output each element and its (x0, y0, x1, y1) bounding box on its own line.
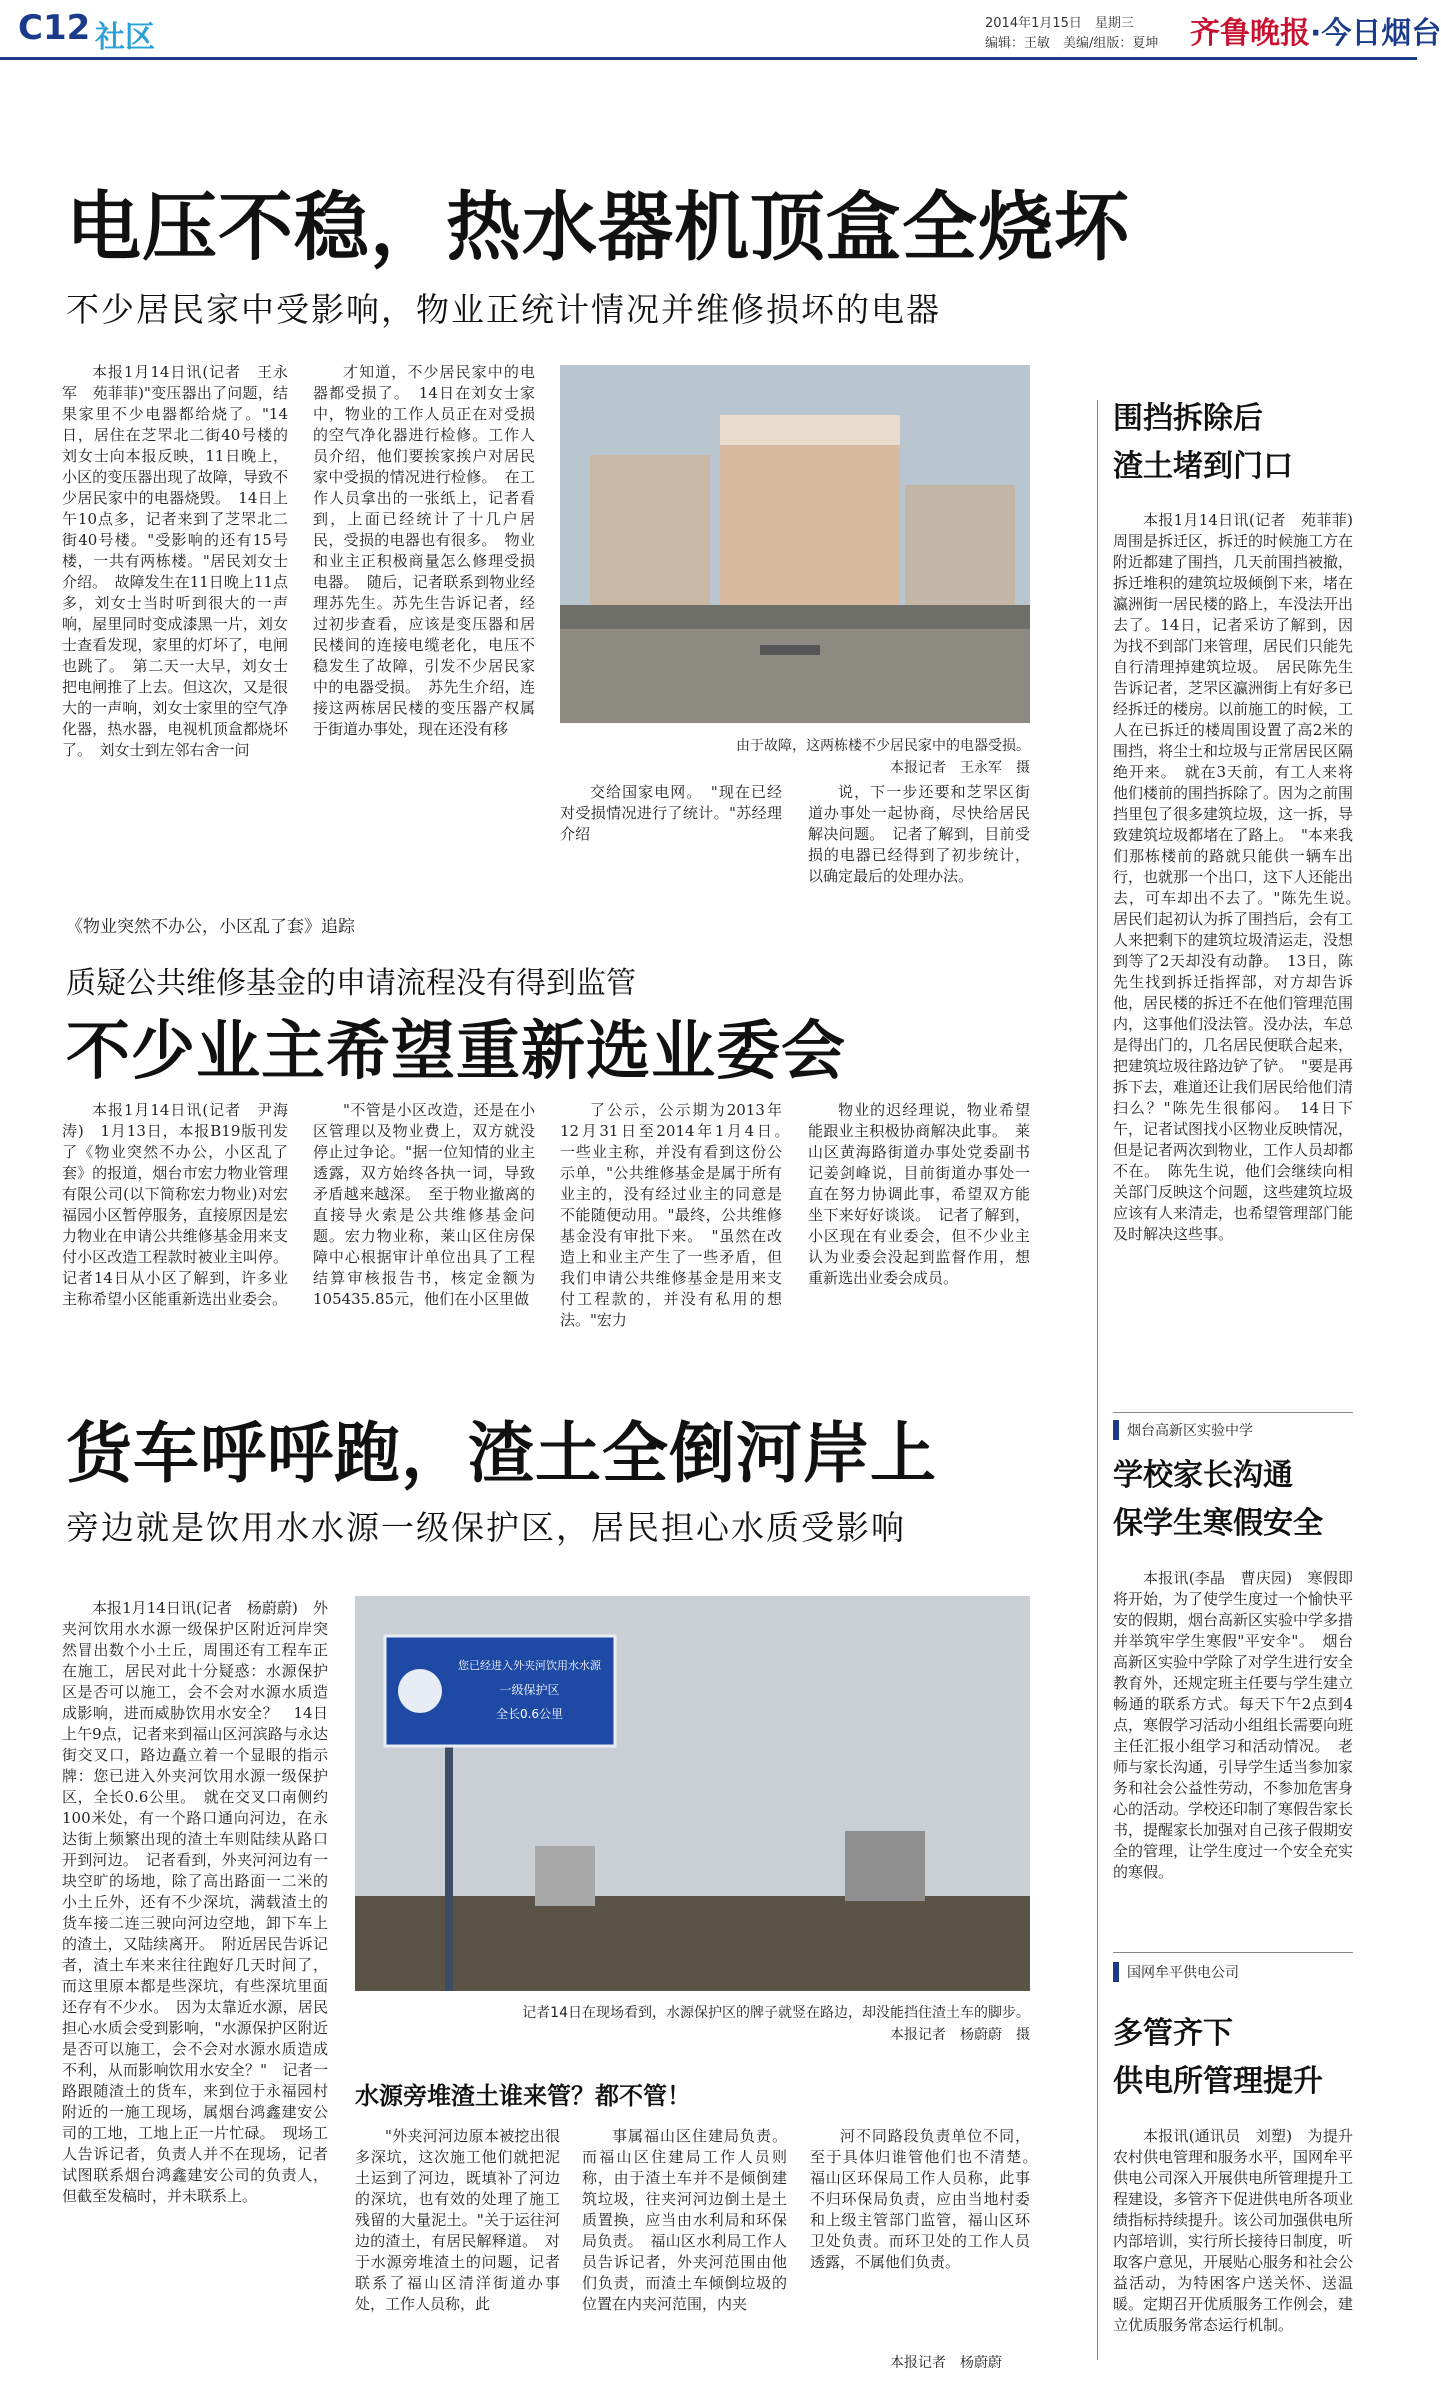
side2-rule (1113, 1412, 1353, 1413)
sign-line-3: 全长0.6公里 (495, 1707, 564, 1721)
story1-col1-text: 本报1月14日讯(记者 王永军 苑菲菲)"变压器出了问题，结果家里不少电器都给烧了。"14日，居住在芝罘北二街40号楼的刘女士向本报反映，11日晚上，小区的变压器出现了故障，导致不少居民家中的电器烧毁。 14日上午10点多，记者来到了芝罘北二街40号楼。"受影响的还有15号楼，一共有两栋楼。"居民刘女士介绍。 故障发生在11日晚上11点多，刘女士当时听到很大的一声响，屋里同时变成漆黑一片，刘女士查看发现，家里的灯坏了，电闸也跳了。 第二天一大早，刘女士把电闸推了上去。但这次，又是很大的一声响，刘女士家里的空气净化器，热水器，电视机顶盒都烧坏了。 刘女士到左邻右舍一问 (62, 363, 288, 759)
side2-body-text: 本报讯(李晶 曹庆园) 寒假即将开始，为了使学生度过一个愉快平安的假期，烟台高新区实验中学多措并举筑牢学生寒假"平安伞"。 烟台高新区实验中学除了对学生进行安全教育外，还规定班主任要与学生建立畅通的联系方式。每天下午2点到4点，寒假学习活动小组组长需要向班主任汇报小组学习和活动情况。 老师与家长沟通，引导学生适当参加家务和社会公益性劳动，不参加危害身心的活动。学校还印制了寒假告家长书，提醒家长加强对自己孩子假期安全的管理，让学生度过一个安全充实的寒假。 (1113, 1569, 1354, 1881)
story2-followup-tag: 《物业突然不办公，小区乱了套》追踪 (66, 917, 355, 937)
story2-col2-text: "不管是小区改造，还是在小区管理以及物业费上，双方就没停止过争论。"据一位知情的业主透露，双方始终各执一词，导致矛盾越来越深。 至于物业撤离的直接导火索是公共维修基金问题。宏力物业称，莱山区住房保障中心根据审计单位出具了工程结算审核报告书，核定金额为105435.85元，他们在小区里做 (313, 1101, 535, 1308)
side3-tag: 国网牟平供电公司 (1113, 1962, 1239, 1982)
story1-column-2 (313, 362, 535, 844)
story2-column-4 (808, 1100, 1030, 1320)
story3-subsection-byline: 本报记者 杨蔚蔚 (890, 2355, 1002, 2371)
sign-text (447, 1654, 612, 1726)
story3-headline: 货车呼呼跑，渣土全倒河岸上 (66, 1415, 937, 1492)
side2-title-line2: 保学生寒假安全 (1113, 1506, 1323, 1541)
story3-photo-credit: 本报记者 杨蔚蔚 摄 (890, 2027, 1030, 2043)
page-number: C12 (18, 8, 91, 48)
story3-column-1 (62, 1598, 328, 2373)
side2-title (1113, 1452, 1323, 1548)
side3-body (1113, 2126, 1353, 2366)
story2-col4-text: 物业的迟经理说，物业希望能跟业主积极协商解决此事。 莱山区黄海路街道办事处党委副书记姜剑峰说，目前街道办事处一直在努力协调此事，希望双方能坐下来好好谈谈。 记者了解到，小区现在有业委会，但不少业主认为业委会没起到监督作用，想重新选出业委会成员。 (808, 1101, 1030, 1287)
story3-col1-text: 本报1月14日讯(记者 杨蔚蔚) 外夹河饮用水水源一级保护区附近河岸突然冒出数个小土丘，周围还有工程车正在施工，居民对此十分疑惑：水源保护区是否可以施工，会不会对水源水质造成影响，进而威胁饮用水安全？ 14日上午9点，记者来到福山区河滨路与永达街交叉口，路边矗立着一个显眼的指示牌：您已进入外夹河饮用水源一级保护区，全长0.6公里。 就在交叉口南侧约100米处，有一个路口通向河边，在永达街上频繁出现的渣土车则陆续从路口开到河边。 记者看到，外夹河河边有一块空旷的场地，除了高出路面一二米的小土丘外，还有不少深坑，满载渣土的货车接二连三驶向河边空地，卸下车上的渣土，又陆续离开。 附近居民告诉记者，渣土车来来往往跑好几天时间了，而这里原本都是些深坑，有些深坑里面还存有不少水。 因为太靠近水源，居民担心水质会受到影响，"水源保护区附近是否可以施工，会不会对水源水质造成不利，从而影响饮用水安全？" 记者一路跟随渣土的货车，来到位于永福园村附近的一施工现场，属烟台鸿鑫建安公司的工地，工地上正一片忙碌。 现场工人告诉记者，负责人并不在现场，记者试图联系烟台鸿鑫建安公司的负责人，但截至发稿时，并未联系上。 (62, 1599, 328, 2205)
masthead-logo (1190, 8, 1441, 52)
side1-body-text: 本报1月14日讯(记者 苑菲菲) 周围是拆迁区，拆迁的时候施工方在附近都建了围挡，几天前围挡被撤，拆迁堆积的建筑垃圾倾倒下来，堵在瀛洲街一居民楼的路上，车没法开出去了。14日，记者采访了解到，因为找不到部门来管理，居民们只能先自行清理掉建筑垃圾。 居民陈先生告诉记者，芝罘区瀛洲街上有好多已经拆迁的楼房。以前施工的时候，工人在已拆迁的楼周围设置了高2米的围挡，将尘土和垃圾与正常居民区隔绝开来。 就在3天前，有工人来将他们楼前的围挡拆除了。因为之前围挡里包了很多建筑垃圾，这一拆，导致建筑垃圾都堵在了路上。 "本来我们那栋楼前的路就只能供一辆车出行，也就那一个出口，这下人还能出去，可车却出不去了。"陈先生说。 居民们起初认为拆了围挡后，会有工人来把剩下的建筑垃圾清运走，没想到等了2天却没有动静。 13日，陈先生找到拆迁指挥部，对方却告诉他，居民楼的拆迁不在他们管理范围内，这事他们没法管。没办法，车总是得出门的，几名居民便联合起来，把建筑垃圾往路边铲了铲。 "要是再拆下去，难道还让我们居民给他们清扫么？"陈先生很郁闷。 14日下午，记者试图找小区物业反映情况，但是记者两次到物业，工作人员却都不在。 陈先生说，他们会继续向相关部门反映这个问题，这些建筑垃圾应该有人来清走，也希望管理部门能及时解决这些事。 (1113, 511, 1369, 1243)
side1-title-line2: 渣土堵到门口 (1113, 449, 1293, 484)
story1-photo-buildings (560, 365, 1030, 723)
apartment-buildings-image (560, 365, 1030, 723)
story2-column-2 (313, 1100, 535, 1320)
story2-kicker: 质疑公共维修基金的申请流程没有得到监管 (66, 966, 636, 1001)
story1-column-4 (808, 782, 1030, 885)
side1-body (1113, 510, 1369, 1370)
story2-col1-text: 本报1月14日讯(记者 尹海涛) 1月13日，本报B19版刊发了《物业突然不办公，小区乱了套》的报道，烟台市宏力物业管理有限公司(以下简称宏力物业)对宏福园小区暂停服务，直接原因是宏力物业在申请公共维修基金用来支付小区改造工程款时被业主叫停。记者14日从小区了解到，许多业主称希望小区能重新选出业委会。 (62, 1101, 288, 1308)
story3-subsection-column-1 (355, 2126, 560, 2366)
story1-subheadline: 不少居民家中受影响，物业正统计情况并维修损坏的电器 (66, 290, 941, 329)
section-name: 社区 (95, 20, 155, 55)
side2-body (1113, 1568, 1353, 1908)
side3-title-line2: 供电所管理提升 (1113, 2064, 1323, 2099)
story3-subsection-title: 水源旁堆渣土谁来管？都不管！ (355, 2082, 691, 2110)
story1-headline: 电压不稳，热水器机顶盒全烧坏 (66, 183, 1131, 271)
story2-headline: 不少业主希望重新选业委会 (66, 1015, 846, 1089)
story1-photo-credit: 本报记者 王永军 摄 (890, 760, 1030, 776)
story1-column-3 (560, 782, 782, 844)
story1-photo-caption: 由于故障，这两栋楼不少居民家中的电器受损。 (736, 738, 1030, 754)
side3-title-line1: 多管齐下 (1113, 2016, 1233, 2051)
side2-title-line1: 学校家长沟通 (1113, 1458, 1293, 1493)
story1-col2-text: 才知道，不少居民家中的电器都受损了。 14日在刘女士家中，物业的工作人员正在对受损的空气净化器进行检修。工作人员介绍，他们要挨家挨户对居民家中受损的情况进行检修。 在工作人员拿出的一张纸上，记者看到，上面已经统计了十几户居民，受损的电器也有很多。 物业和业主正积极商量怎么修理受损电器。 随后，记者联系到物业经理苏先生。苏先生告诉记者，经过初步查看，应该是变压器和居民楼间的连接电缆老化，电压不稳发生了故障，引发不少居民家中的电器受损。 苏先生介绍，连接这两栋居民楼的变压器产权属于街道办事处，现在还没有移 (313, 363, 535, 738)
page-header (0, 0, 1441, 60)
story1-col4-text: 说，下一步还要和芝罘区街道办事处一起协商，尽快给居民解决问题。 记者了解到，目前受损的电器已经得到了初步统计，以确定最后的处理办法。 (808, 783, 1030, 885)
story3-photo-riverbank (355, 1596, 1030, 1991)
side3-body-text: 本报讯(通讯员 刘塑) 为提升农村供电管理和服务水平，国网牟平供电公司深入开展供电所管理提升工程建设，多管齐下促进供电所各项业绩指标持续提升。该公司加强供电所内部培训，实行所长接待日制度，听取客户意见，开展贴心服务和社会公益活动，为特困客户送关怀、送温暖。定期召开优质服务工作例会，建立优质服务常态运行机制。 (1113, 2127, 1354, 2334)
story3-sub-col2-text: 事属福山区住建局负责。而福山区住建局工作人员则称，由于渣土车并不是倾倒建筑垃圾，往夹河河边倒土是土质置换，应当由水利局和环保局负责。 福山区水利局工作人员告诉记者，外夹河范围由他们负责，而渣土车倾倒垃圾的位置在内夹河范围，内夹 (582, 2127, 787, 2313)
masthead-city: ·今日烟台 (1310, 16, 1441, 51)
sign-line-1: 您已经进入外夹河饮用水水源 (458, 1659, 601, 1672)
story3-sub-col3-text: 河不同路段负责单位不同，至于具体归谁管他们也不清楚。 福山区环保局工作人员称，此事不归环保局负责，应由当地村委和上级主管部门监管，福山区环卫处负责。而环卫处的工作人员透露，不属他们负责。 (810, 2127, 1046, 2271)
sign-line-2: 一级保护区 (499, 1683, 560, 1697)
side3-title (1113, 2010, 1323, 2106)
story3-subheadline: 旁边就是饮用水水源一级保护区，居民担心水质受影响 (66, 1508, 906, 1547)
story3-photo-caption: 记者14日在现场看到，水源保护区的牌子就竖在路边，却没能挡住渣土车的脚步。 (522, 2005, 1030, 2021)
sidebar-divider (1097, 400, 1098, 2360)
side3-rule (1113, 1952, 1353, 1953)
side1-title (1113, 395, 1293, 491)
masthead-name: 齐鲁晚报 (1190, 16, 1310, 51)
story1-col3-text: 交给国家电网。 "现在已经对受损情况进行了统计。"苏经理介绍 (560, 783, 782, 843)
story3-subsection-column-2 (582, 2126, 787, 2366)
story2-column-1 (62, 1100, 288, 1320)
story3-sub-col1-text: "外夹河河边原本被挖出很多深坑，这次施工他们就把泥土运到了河边，既填补了河边的深坑，也有效的处理了施工残留的大量泥土。"关于运往河边的渣土，有居民解释道。 对于水源旁堆渣土的问题，记者联系了福山区清洋街道办事处，工作人员称，此 (355, 2127, 560, 2313)
editor-credits: 编辑：王敏 美编/组版：夏坤 (985, 36, 1159, 51)
story1-column-1 (62, 362, 288, 844)
side2-tag: 烟台高新区实验中学 (1113, 1420, 1253, 1440)
story2-col3-text: 了公示，公示期为2013年12月31日至2014年1月4日。 一些业主称，并没有看到这份公示单，"公共维修基金是属于所有业主的，没有经过业主的同意是不能随便动用。"最终，公共维修基金没有审批下来。 "虽然在改造上和业主产生了一些矛盾，但我们申请公共维修基金是用来支付工程款的，并没有私用的想法。"宏力 (560, 1101, 798, 1329)
side1-title-line1: 围挡拆除后 (1113, 401, 1263, 436)
story3-subsection-column-3 (810, 2126, 1046, 2340)
issue-date: 2014年1月15日 星期三 (985, 16, 1134, 31)
story2-column-3 (560, 1100, 798, 1329)
